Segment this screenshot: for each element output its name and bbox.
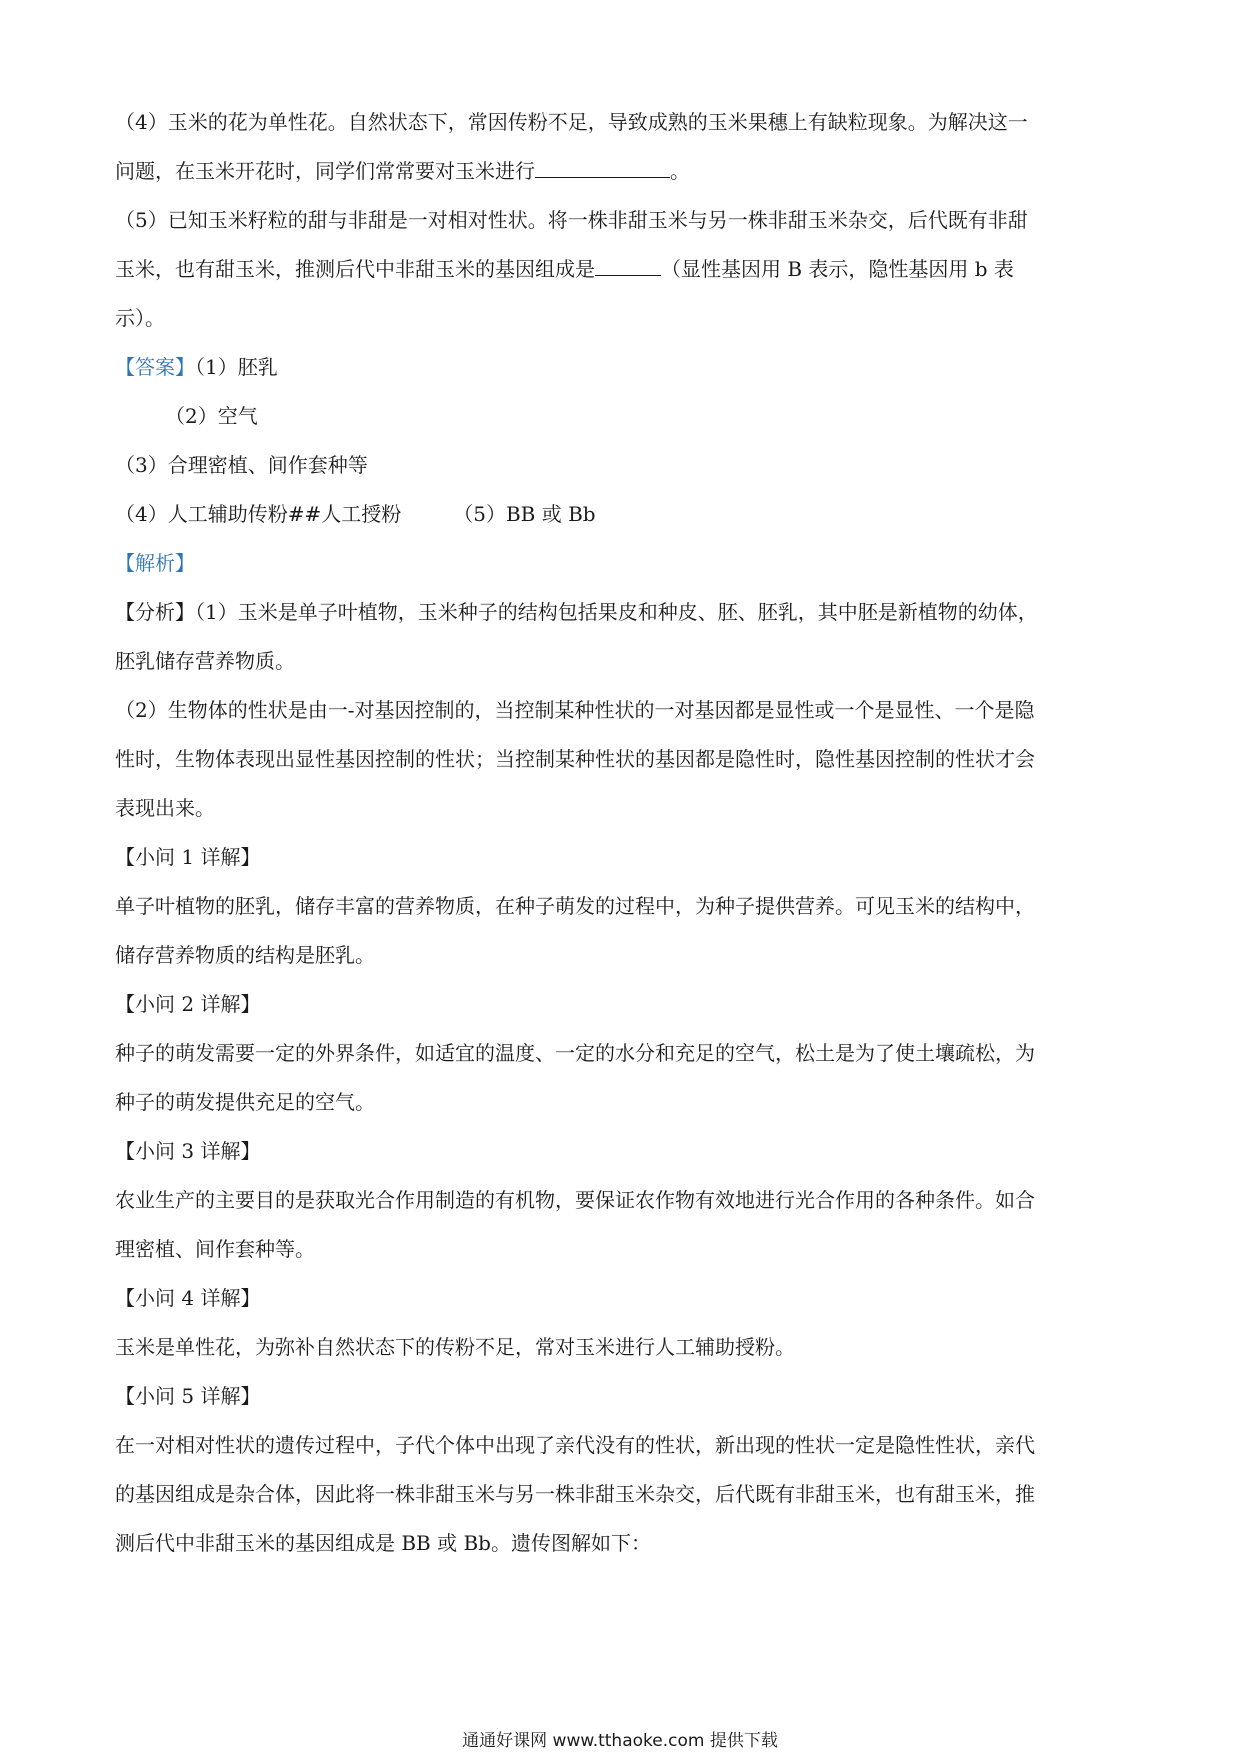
- question-5-line-3: 示）。: [115, 306, 165, 330]
- detail-5-line-2: 的基因组成是杂合体，因此将一株非甜玉米与另一株非甜玉米杂交，后代既有非甜玉米，也有甜玉米，推: [115, 1482, 1035, 1506]
- detail-4-heading: 【小问 4 详解】: [115, 1286, 261, 1310]
- page-footer: 通通好课网 www.tthaoke.com 提供下载: [462, 1731, 778, 1751]
- detail-2-body: [115, 1029, 1125, 1127]
- fenxi-2: [115, 686, 1125, 833]
- question-4: [115, 98, 1125, 196]
- fenxi-1-line-1: （1）玉米是单子叶植物，玉米种子的结构包括果皮和种皮、胚、胚乳，其中胚是新植物的幼体，: [195, 600, 1038, 624]
- analysis-heading: [115, 539, 1125, 588]
- detail-2-heading: 【小问 2 详解】: [115, 992, 261, 1016]
- detail-4-body: [115, 1323, 1125, 1372]
- answer-label: 【答案】: [115, 355, 195, 379]
- question-5-line-1: （5）已知玉米籽粒的甜与非甜是一对相对性状。将一株非甜玉米与另一株非甜玉米杂交，后代既有非甜: [115, 208, 1028, 232]
- answer-line-3: [115, 441, 1125, 490]
- detail-1-body: [115, 882, 1125, 980]
- detail-4-line-1: 玉米是单性花，为弥补自然状态下的传粉不足，常对玉米进行人工辅助授粉。: [115, 1335, 795, 1359]
- document-body: [115, 98, 1125, 1568]
- question-4-line-1: （4）玉米的花为单性花。自然状态下，常因传粉不足，导致成熟的玉米果穗上有缺粒现象。为解决这一: [115, 110, 1028, 134]
- answer-4: （4）人工辅助传粉##人工授粉: [115, 502, 402, 526]
- detail-1-line-1: 单子叶植物的胚乳，储存丰富的营养物质，在种子萌发的过程中，为种子提供营养。可见玉米的结构中，: [115, 894, 1035, 918]
- answer-line-1: [115, 343, 1125, 392]
- answer-3: （3）合理密植、间作套种等: [115, 453, 368, 477]
- detail-5-line-3: 测后代中非甜玉米的基因组成是 BB 或 Bb。遗传图解如下：: [115, 1531, 651, 1555]
- detail-3-line-2: 理密植、间作套种等。: [115, 1237, 315, 1261]
- answer-2: （2）空气: [165, 404, 258, 428]
- fenxi-2-line-3: 表现出来。: [115, 796, 215, 820]
- question-4-end: 。: [670, 159, 690, 183]
- question-5: [115, 196, 1125, 343]
- answer-blank-5: [595, 257, 661, 276]
- detail-2-line-1: 种子的萌发需要一定的外界条件，如适宜的温度、一定的水分和充足的空气，松土是为了使土壤疏松，为: [115, 1041, 1035, 1065]
- fenxi-1-line-2: 胚乳储存营养物质。: [115, 649, 295, 673]
- detail-3-body: [115, 1176, 1125, 1274]
- question-5-line-2: 玉米，也有甜玉米，推测后代中非甜玉米的基因组成是: [115, 257, 595, 281]
- fenxi-1: [115, 588, 1125, 686]
- detail-2-line-2: 种子的萌发提供充足的空气。: [115, 1090, 375, 1114]
- answer-1: （1）胚乳: [195, 355, 278, 379]
- detail-1-heading: 【小问 1 详解】: [115, 845, 261, 869]
- fenxi-2-line-2: 性时，生物体表现出显性基因控制的性状；当控制某种性状的基因都是隐性时，隐性基因控制的性状才会: [115, 747, 1035, 771]
- detail-5-heading: 【小问 5 详解】: [115, 1384, 261, 1408]
- question-5-line-2-end: （显性基因用 B 表示，隐性基因用 b 表: [661, 257, 1014, 281]
- analysis-label: 【解析】: [115, 551, 195, 575]
- detail-5-line-1: 在一对相对性状的遗传过程中，子代个体中出现了亲代没有的性状，新出现的性状一定是隐性性状，亲代: [115, 1433, 1035, 1457]
- fenxi-2-line-1: （2）生物体的性状是由一-对基因控制的，当控制某种性状的一对基因都是显性或一个是显性、一个是隐: [115, 698, 1035, 722]
- answer-5: （5）BB 或 Bb: [453, 502, 596, 526]
- detail-3-heading: 【小问 3 详解】: [115, 1139, 261, 1163]
- detail-3-line-1: 农业生产的主要目的是获取光合作用制造的有机物，要保证农作物有效地进行光合作用的各种条件。如合: [115, 1188, 1035, 1212]
- answer-blank-4: [535, 159, 670, 178]
- answer-line-4: [115, 490, 1125, 539]
- fenxi-label: 【分析】: [115, 600, 195, 624]
- question-4-line-2: 问题，在玉米开花时，同学们常常要对玉米进行: [115, 159, 535, 183]
- detail-1-line-2: 储存营养物质的结构是胚乳。: [115, 943, 375, 967]
- answer-line-2: [115, 392, 1125, 441]
- detail-5-body: [115, 1421, 1125, 1568]
